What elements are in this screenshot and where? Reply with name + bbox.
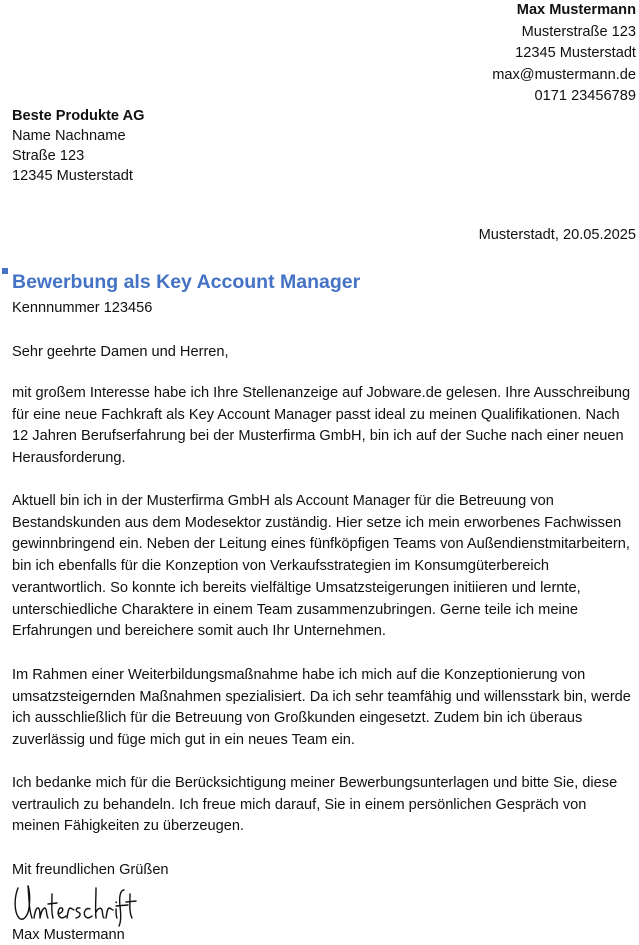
body-paragraph-1: mit großem Interesse habe ich Ihre Stellenanzeige auf Jobware.de gelesen. Ihre Ausschreibung für eine neue Fachkraft als Key Account Manager passt ideal zu meinen Qualifikationen. Nach 12 Jahren Berufserfahrung bei der Musterfirma GmbH, bin ich auf der Suche nach einer neuen Herausforderung. [12, 385, 631, 467]
salutation: Sehr geehrte Damen und Herren, [12, 344, 229, 360]
body-paragraph-4: Ich bedanke mich für die Berücksichtigung meiner Bewerbungsunterlagen und bitte Sie, diese vertraulich zu behandeln. Ich freue mich darauf, Sie in einem persönlichen Gespräch von meinen Fähigkeiten zu überzeugen. [12, 775, 618, 835]
sender-phone: 0171 23456789 [534, 88, 636, 104]
signer-name: Max Mustermann [12, 927, 125, 943]
recipient-city: 12345 Musterstadt [12, 168, 133, 184]
sender-address-block [492, 0, 636, 108]
handwritten-signature [10, 880, 140, 928]
reference-number: Kennnummer 123456 [12, 300, 153, 316]
recipient-contact: Name Nachname [12, 128, 126, 144]
sender-street: Musterstraße 123 [521, 23, 636, 40]
recipient-address-block [12, 106, 144, 186]
body-paragraph-3: Im Rahmen einer Weiterbildungsmaßnahme habe ich mich auf die Konzeptionierung von umsatzsteigernden Maßnahmen spezialisiert. Da ich sehr teamfähig und willensstark bin, werde ich ausschließlich für die Betreuung von Großkunden eingesetzt. Zudem bin ich überaus zuverlässig und füge mich gut in ein neues Team ein. [12, 667, 631, 749]
letter-subject: Bewerbung als Key Account Manager [12, 271, 361, 293]
sender-email: max@mustermann.de [492, 66, 636, 83]
letter-date: Musterstadt, 20.05.2025 [478, 227, 636, 243]
sender-name: Max Mustermann [516, 2, 636, 18]
sender-city: 12345 Musterstadt [515, 45, 636, 61]
closing-phrase: Mit freundlichen Grüßen [12, 862, 169, 878]
recipient-company: Beste Produkte AG [12, 108, 145, 124]
subject-marker [2, 268, 8, 274]
body-paragraph-2: Aktuell bin ich in der Musterfirma GmbH als Account Manager für die Betreuung von Bestandskunden aus dem Modesektor zuständig. Hier setze ich mein erworbenes Fachwissen gewinnbringend ein. Neben der Leitung eines fünfköpfigen Teams von Außendienstmitarbeitern, bin ich ebenfalls für die Konzeption von Verkaufsstrategien im Konsumgüterbereich verantwortlich. So konnte ich bereits vielfältige Umsatzsteigerungen initiieren und lernte, unterschiedliche Charaktere in einem Team zusammenzubringen. Gerne teile ich meine Erfahrungen und bereichere somit auch Ihr Unternehmen. [12, 493, 630, 640]
recipient-street: Straße 123 [12, 148, 85, 164]
